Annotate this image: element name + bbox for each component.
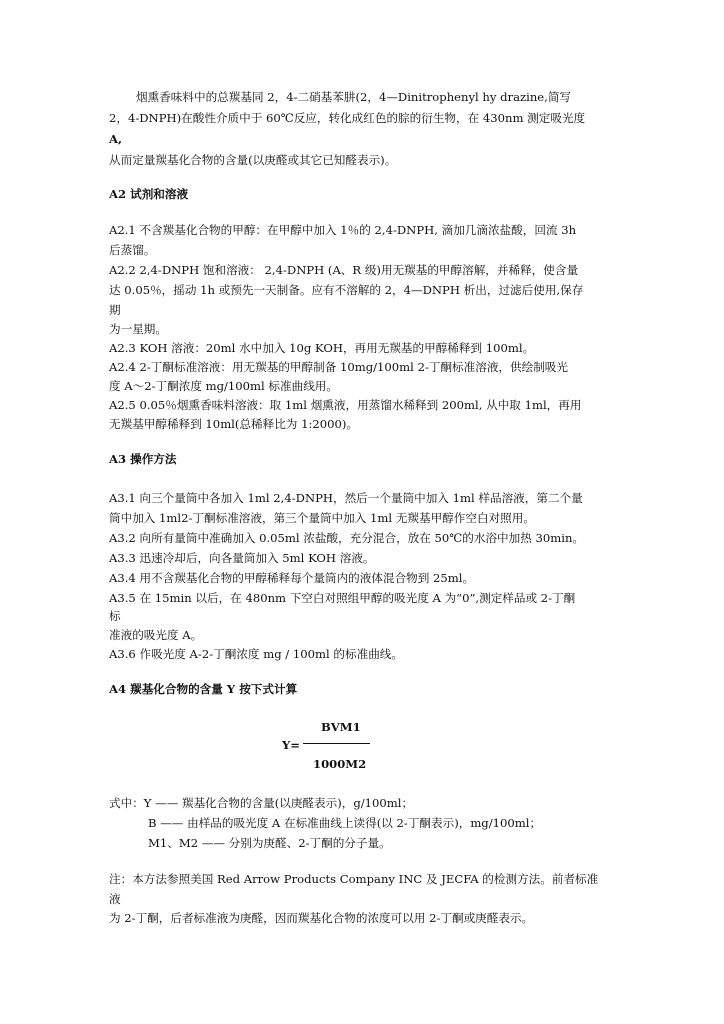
formula-legend-line: 式中：Y —— 羰基化合物的含量(以庚醛表示)，g/100ml； bbox=[109, 796, 414, 810]
a2-line: 度 A～2-丁酮浓度 mg/100ml 标准曲线用。 bbox=[109, 379, 339, 393]
a2-line: 期 bbox=[109, 303, 121, 317]
formula-numerator: BVM1 bbox=[321, 720, 361, 734]
intro-line-3: A, bbox=[109, 132, 123, 146]
a3-line: A3.6 作吸光度 A-2-丁酮浓度 mg / 100ml 的标准曲线。 bbox=[109, 647, 403, 661]
formula-legend-line: B —— 由样品的吸光度 A 在标准曲线上读得(以 2-丁酮表示)，mg/100ml； bbox=[148, 816, 542, 830]
section-heading-a2: A2 试剂和溶液 bbox=[109, 187, 189, 201]
formula-legend-line: M1、M2 —— 分别为庚醛、2-丁酮的分子量。 bbox=[148, 836, 391, 850]
a3-line: A3.2 向所有量筒中准确加入 0.05ml 浓盐酸，充分混合，放在 50℃的水浴中加热 30min。 bbox=[109, 531, 585, 545]
a2-line: A2.1 不含羰基化合物的甲醇：在甲醇中加入 1％的 2,4-DNPH, 滴加几滴浓盐酸，回流 3h bbox=[109, 223, 577, 237]
a3-line: A3.4 用不含羰基化合物的甲醇稀释每个量筒内的液体混合物到 25ml。 bbox=[109, 571, 475, 585]
fraction-bar bbox=[303, 743, 370, 744]
note-line: 注：本方法参照美国 Red Arrow Products Company INC 及 JECFA 的检测方法。前者标准 bbox=[109, 872, 599, 886]
formula-denominator: 1000M2 bbox=[313, 757, 367, 771]
a2-line: 无羰基甲醇稀释到 10ml(总稀释比为 1:2000)。 bbox=[109, 417, 358, 431]
intro-line-1: 烟熏香味料中的总羰基同 2，4-二硝基苯肼(2，4—Dinitrophenyl hy drazine,简写 bbox=[136, 90, 572, 104]
a3-line: A3.5 在 15min 以后，在 480nm 下空白对照组甲醇的吸光度 A 为“0”,测定样品或 2-丁酮 bbox=[109, 591, 576, 605]
a3-line: A3.1 向三个量筒中各加入 1ml 2,4-DNPH，然后一个量筒中加入 1ml 样品溶液，第二个量 bbox=[109, 491, 583, 505]
note-line: 为 2-丁酮，后者标准液为庚醛，因而羰基化合物的浓度可以用 2-丁酮或庚醛表示。 bbox=[109, 911, 534, 925]
section-heading-a3: A3 操作方法 bbox=[109, 452, 177, 466]
a2-line: A2.2 2,4-DNPH 饱和溶液： 2,4-DNPH (A、R 级)用无羰基的甲醇溶解，并稀释，使含量 bbox=[109, 263, 579, 277]
note-line: 液 bbox=[109, 892, 121, 906]
a2-line: 达 0.05％，摇动 1h 或预先一天制备。应有不溶解的 2，4—DNPH 析出，过滤后使用,保存 bbox=[109, 283, 584, 297]
a3-line: 筒中加入 1ml2-丁酮标准溶液，第三个量筒中加入 1ml 无羰基甲醇作空白对照用。 bbox=[109, 511, 535, 525]
a2-line: A2.3 KOH 溶液：20ml 水中加入 10g KOH，再用无羰基的甲醇稀释到 100ml。 bbox=[109, 341, 535, 355]
a2-line: A2.4 2-丁酮标准溶液：用无羰基的甲醇制备 10mg/100ml 2-丁酮标准溶液，供绘制吸光 bbox=[109, 360, 568, 374]
a2-line: 后蒸馏。 bbox=[109, 243, 156, 257]
formula-lhs: Y= bbox=[282, 738, 300, 752]
a2-line: 为一星期。 bbox=[109, 322, 167, 336]
a3-line: 准液的吸光度 A。 bbox=[109, 628, 203, 642]
intro-line-4: 从而定量羰基化合物的含量(以庚醛或其它已知醛表示)。 bbox=[109, 153, 397, 167]
a2-line: A2.5 0.05％烟熏香味料溶液：取 1ml 烟熏液，用蒸馏水稀释到 200ml, 从中取 1ml，再用 bbox=[109, 398, 582, 412]
intro-line-2: 2，4-DNPH)在酸性介质中于 60℃反应，转化成红色的腙的衍生物，在 430nm 测定吸光度 bbox=[109, 111, 586, 125]
section-heading-a4: A4 羰基化合物的含量 Y 按下式计算 bbox=[109, 682, 298, 696]
a3-line: A3.3 迅速冷却后，向各量筒加入 5ml KOH 溶液。 bbox=[109, 551, 375, 565]
a3-line: 标 bbox=[109, 609, 121, 623]
